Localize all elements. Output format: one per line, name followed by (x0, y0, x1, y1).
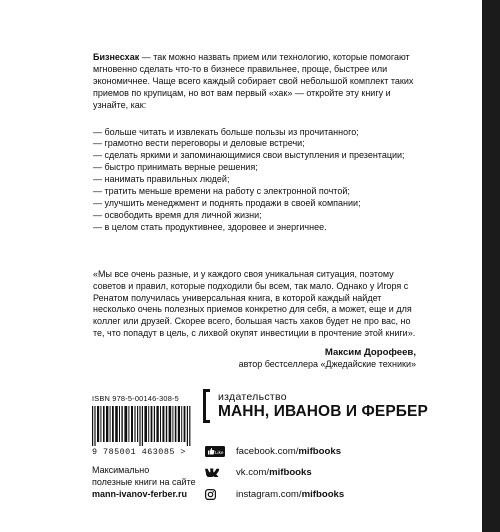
svg-text:Like: Like (215, 449, 224, 455)
bracket-icon (203, 389, 210, 423)
publisher-name: МАНН, ИВАНОВ И ФЕРБЕР (218, 403, 428, 420)
instagram-icon (205, 488, 225, 500)
quote-author: Максим Дорофеев, (324, 347, 416, 359)
social-link-facebook[interactable] (205, 442, 344, 460)
list-item: — в целом стать продуктивнее, здоровее и энергичнее. (93, 221, 327, 232)
list-item: — тратить меньше времени на работу с электронной почтой; (93, 186, 350, 197)
isbn-label: ISBN 978-5-00146-308-5 (92, 394, 179, 403)
barcode-digits: 9 785001 463085 > (92, 447, 186, 457)
social-url-prefix: facebook.com/ (236, 445, 299, 457)
social-url-handle: mifbooks (301, 488, 345, 500)
site-url-link[interactable] (92, 488, 196, 500)
quote-author-role: автор бестселлера «Джедайские техники» (238, 359, 416, 370)
list-item: — больше читать и извлекать больше пользы из прочитанного; (93, 126, 359, 137)
testimonial-signature (93, 347, 416, 371)
social-url-prefix: instagram.com/ (236, 488, 302, 500)
vk-icon (205, 467, 225, 479)
facebook-like-icon (205, 445, 225, 457)
list-item: — быстро принимать верные решения; (93, 162, 258, 173)
social-url (236, 489, 344, 500)
social-url (236, 467, 312, 478)
social-url (236, 446, 341, 457)
list-item: — грамотно вести переговоры и деловые встречи; (93, 138, 305, 149)
testimonial-quote: «Мы все очень разные, и у каждого своя уникальная ситуация, поэтому советов и правил, которые подходили бы всем, так мало. Однако у Игоря с Ренатом получилась универсальная книга, в которой каждый найдет несколько очень полезных приемов конкретно для себя, а может, еще и для коллег или друзей. Скорее всего, большая часть хаков будет не про вас, но те, что попадут в цель, с лихвой окупят инвестиции в прочтение этой книги». (93, 268, 416, 339)
intro-paragraph (93, 52, 423, 112)
social-link-instagram[interactable] (205, 485, 344, 503)
site-url: mann-ivanov-ferber.ru (92, 489, 188, 500)
social-url-prefix: vk.com/ (236, 467, 270, 478)
social-link-vk[interactable] (205, 464, 344, 482)
social-url-handle: mifbooks (298, 445, 342, 457)
barcode-block (92, 394, 202, 457)
intro-term: Бизнесхак (93, 52, 140, 62)
list-item: — сделать яркими и запоминающимися свои выступления и презентации; (93, 150, 405, 161)
publisher-small-label: издательство (218, 391, 287, 403)
list-item: — нанимать правильных людей; (93, 174, 230, 185)
site-block (92, 464, 196, 501)
list-item: — улучшить менеджмент и поднять продажи в своей компании; (93, 197, 361, 208)
spine-strip (482, 0, 500, 532)
social-url-handle: mifbooks (269, 467, 312, 478)
benefits-list (93, 127, 423, 234)
site-line-1: Максимально (92, 465, 150, 475)
social-links (205, 442, 344, 507)
list-item: — освободить время для личной жизни; (93, 209, 262, 220)
barcode-icon (92, 406, 195, 446)
intro-text: — так можно назвать прием или технологию, которые помогают мгновенно сделать что-то в бизнесе правильнее, проще, быстрее или экономичнее. Чаще всего каждый собирает свой небольшой комплект таких приемов по крупицам, но вот вам первый «хак» — откройте эту книгу и узнайте, как: (93, 52, 414, 110)
cover-text (93, 52, 423, 371)
site-line-2: полезные книги на сайте (92, 477, 196, 488)
